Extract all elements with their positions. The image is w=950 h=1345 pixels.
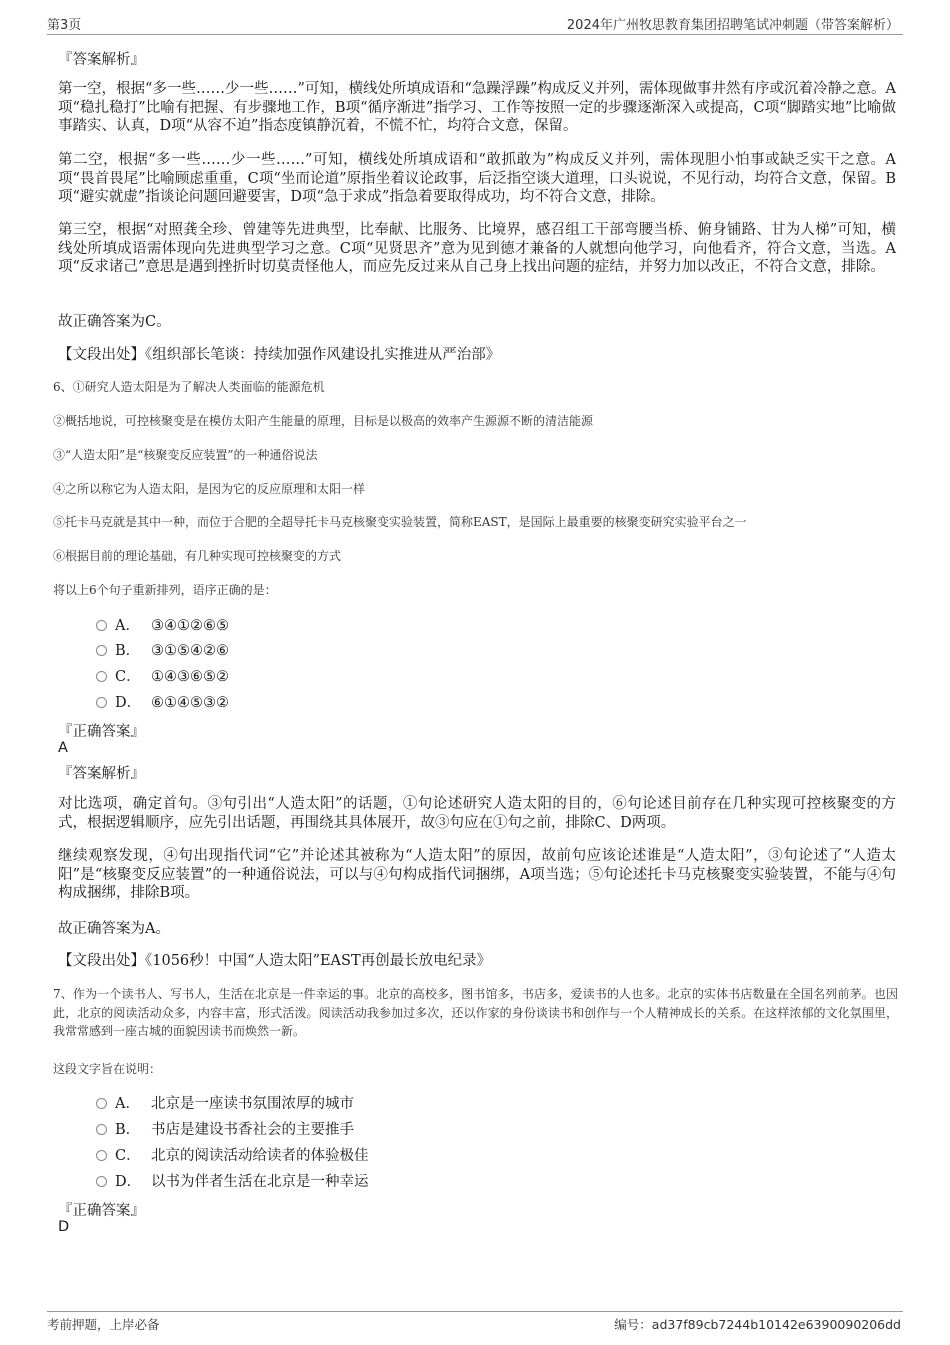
radio-icon[interactable] — [96, 1150, 107, 1161]
q7-option-c[interactable]: C． 北京的阅读活动给读者的体验极佳 — [96, 1146, 369, 1166]
radio-icon[interactable] — [96, 1176, 107, 1187]
q6-analysis-label: 『答案解析』 — [58, 766, 145, 782]
q6-sentence-3: ③“人造太阳”是“核聚变反应装置”的一种通俗说法 — [53, 448, 318, 462]
q6-source-citation: 【文段出处】《1056秒！中国“人造太阳”EAST再创最长放电纪录》 — [58, 953, 492, 969]
source-citation: 【文段出处】《组织部长笔谈：持续加强作风建设扎实推进从严治部》 — [58, 347, 501, 363]
footer-slogan: 考前押题，上岸必备 — [47, 1317, 160, 1332]
q6-sentence-4: ④之所以称它为人造太阳，是因为它的反应原理和太阳一样 — [53, 482, 366, 496]
q6-prompt: 将以上6个句子重新排列，语序正确的是： — [53, 583, 277, 597]
q7-question: 这段文字旨在说明： — [53, 1062, 162, 1076]
q6-sentence-1: 6、①研究人造太阳是为了解决人类面临的能源危机 — [53, 380, 325, 394]
q7-answer-label: 『正确答案』 — [58, 1203, 145, 1219]
radio-icon[interactable] — [96, 1098, 107, 1109]
q7-stem: 7、作为一个读书人、写书人，生活在北京是一件幸运的事。北京的高校多，图书馆多，书店多，爱读书的人也多。北京的实体书店数量在全国名列前茅。也因此，北京的阅读活动众多，内容丰富，形式活泼。阅读活动我参加过多次，还以作家的身份谈读书和创作与一个人精神成长的关系。在这样浓郁的文化氛围里，我常常感到一座古城的面貌因读书而焕然一新。 — [53, 987, 898, 1038]
q6-answer: A — [58, 740, 68, 756]
document-title: 2024年广州牧思教育集团招聘笔试冲刺题（带答案解析） — [566, 18, 899, 33]
radio-icon[interactable] — [96, 671, 107, 682]
q7-option-b[interactable]: B． 书店是建设书香社会的主要推手 — [96, 1120, 354, 1140]
q6-option-d[interactable]: D． ⑥①④⑤③② — [96, 693, 229, 713]
q6-sentence-6: ⑥根据目前的理论基础，有几种实现可控核聚变的方式 — [53, 549, 342, 563]
code-label: 编号： — [614, 1317, 652, 1332]
q7-answer: D — [58, 1219, 70, 1235]
radio-icon[interactable] — [96, 697, 107, 708]
q6-answer-label: 『正确答案』 — [58, 724, 145, 740]
page-footer — [47, 1311, 903, 1340]
radio-icon[interactable] — [96, 1124, 107, 1135]
q6-analysis-paragraph-2: 继续观察发现，④句出现指代词“它”并论述其被称为“人造太阳”的原因，故前句应该论述谁是“人造太阳”，③句论述了“人造太阳”是“核聚变反应装置”的一种通俗说法，可以与④句构成指代词捆绑，A项当选；⑤句论述托卡马克核聚变实验装置，不能与④句构成捆绑，排除B项。 — [58, 848, 896, 901]
q7-option-d[interactable]: D． 以书为伴者生活在北京是一种幸运 — [96, 1172, 369, 1192]
q6-analysis-paragraph-1: 对比选项，确定首句。③句引出“人造太阳”的话题，①句论述研究人造太阳的目的，⑥句论述目前存在几种实现可控核聚变的方式，根据逻辑顺序，应先引出话题，再围绕其具体展开，故③句应在①句之前，排除C、D两项。 — [58, 796, 896, 831]
page-number: 第3页 — [47, 18, 82, 33]
analysis-label: 『答案解析』 — [58, 52, 145, 68]
page-header — [47, 10, 903, 35]
q6-option-c[interactable]: C． ①④③⑥⑤② — [96, 667, 229, 687]
q6-option-a[interactable]: A． ③④①②⑥⑤ — [96, 616, 229, 636]
q6-sentence-2: ②概括地说，可控核聚变是在模仿太阳产生能量的原理，目标是以极高的效率产生源源不断的清洁能源 — [53, 414, 594, 428]
q6-sentence-5: ⑤托卡马克就是其中一种，而位于合肥的全超导托卡马克核聚变实验装置，简称EAST，是国际上最重要的核聚变研究实验平台之一 — [53, 515, 747, 529]
code-value: ad37f89cb7244b10142e6390090206dd — [651, 1317, 901, 1332]
q6-option-b[interactable]: B． ③①⑤④②⑥ — [96, 641, 229, 661]
q6-conclusion: 故正确答案为A。 — [58, 921, 170, 937]
analysis-paragraph-2: 第二空，根据“多一些……少一些……”可知，横线处所填成语和“敢抓敢为”构成反义并列，需体现胆小怕事或缺乏实干之意。A项“畏首畏尾”比喻顾虑重重，C项“坐而论道”原指坐着议论政事，后泛指空谈大道理，口头说说，不见行动，均符合文意，保留。B项“避实就虚”指谈论问题回避要害，D项“急于求成”指急着要取得成功，均不符合文意，排除。 — [58, 152, 896, 205]
q7-option-a[interactable]: A． 北京是一座读书氛围浓厚的城市 — [96, 1094, 354, 1114]
conclusion: 故正确答案为C。 — [58, 314, 171, 330]
analysis-paragraph-1: 第一空，根据“多一些……少一些……”可知，横线处所填成语和“急躁浮躁”构成反义并列，需体现做事井然有序或沉着冷静之意。A项“稳扎稳打”比喻有把握、有步骤地工作，B项“循序渐进”指学习、工作等按照一定的步骤逐渐深入或提高，C项“脚踏实地”比喻做事踏实、认真，D项“从容不迫”指态度镇静沉着，不慌不忙，均符合文意，保留。 — [58, 81, 896, 134]
radio-icon[interactable] — [96, 620, 107, 631]
radio-icon[interactable] — [96, 645, 107, 656]
document-code — [614, 1315, 901, 1333]
analysis-paragraph-3: 第三空，根据“对照龚全珍、曾建等先进典型，比奉献、比服务、比境界，感召组工干部弯腰当桥、俯身铺路、甘为人梯”可知，横线处所填成语需体现向先进典型学习之意。C项“见贤思齐”意为见到德才兼备的人就想向他学习，向他看齐，符合文意，当选。A项“反求诸己”意思是遇到挫折时切莫责怪他人，而应先反过来从自己身上找出问题的症结，并努力加以改正，不符合文意，排除。 — [58, 222, 896, 275]
